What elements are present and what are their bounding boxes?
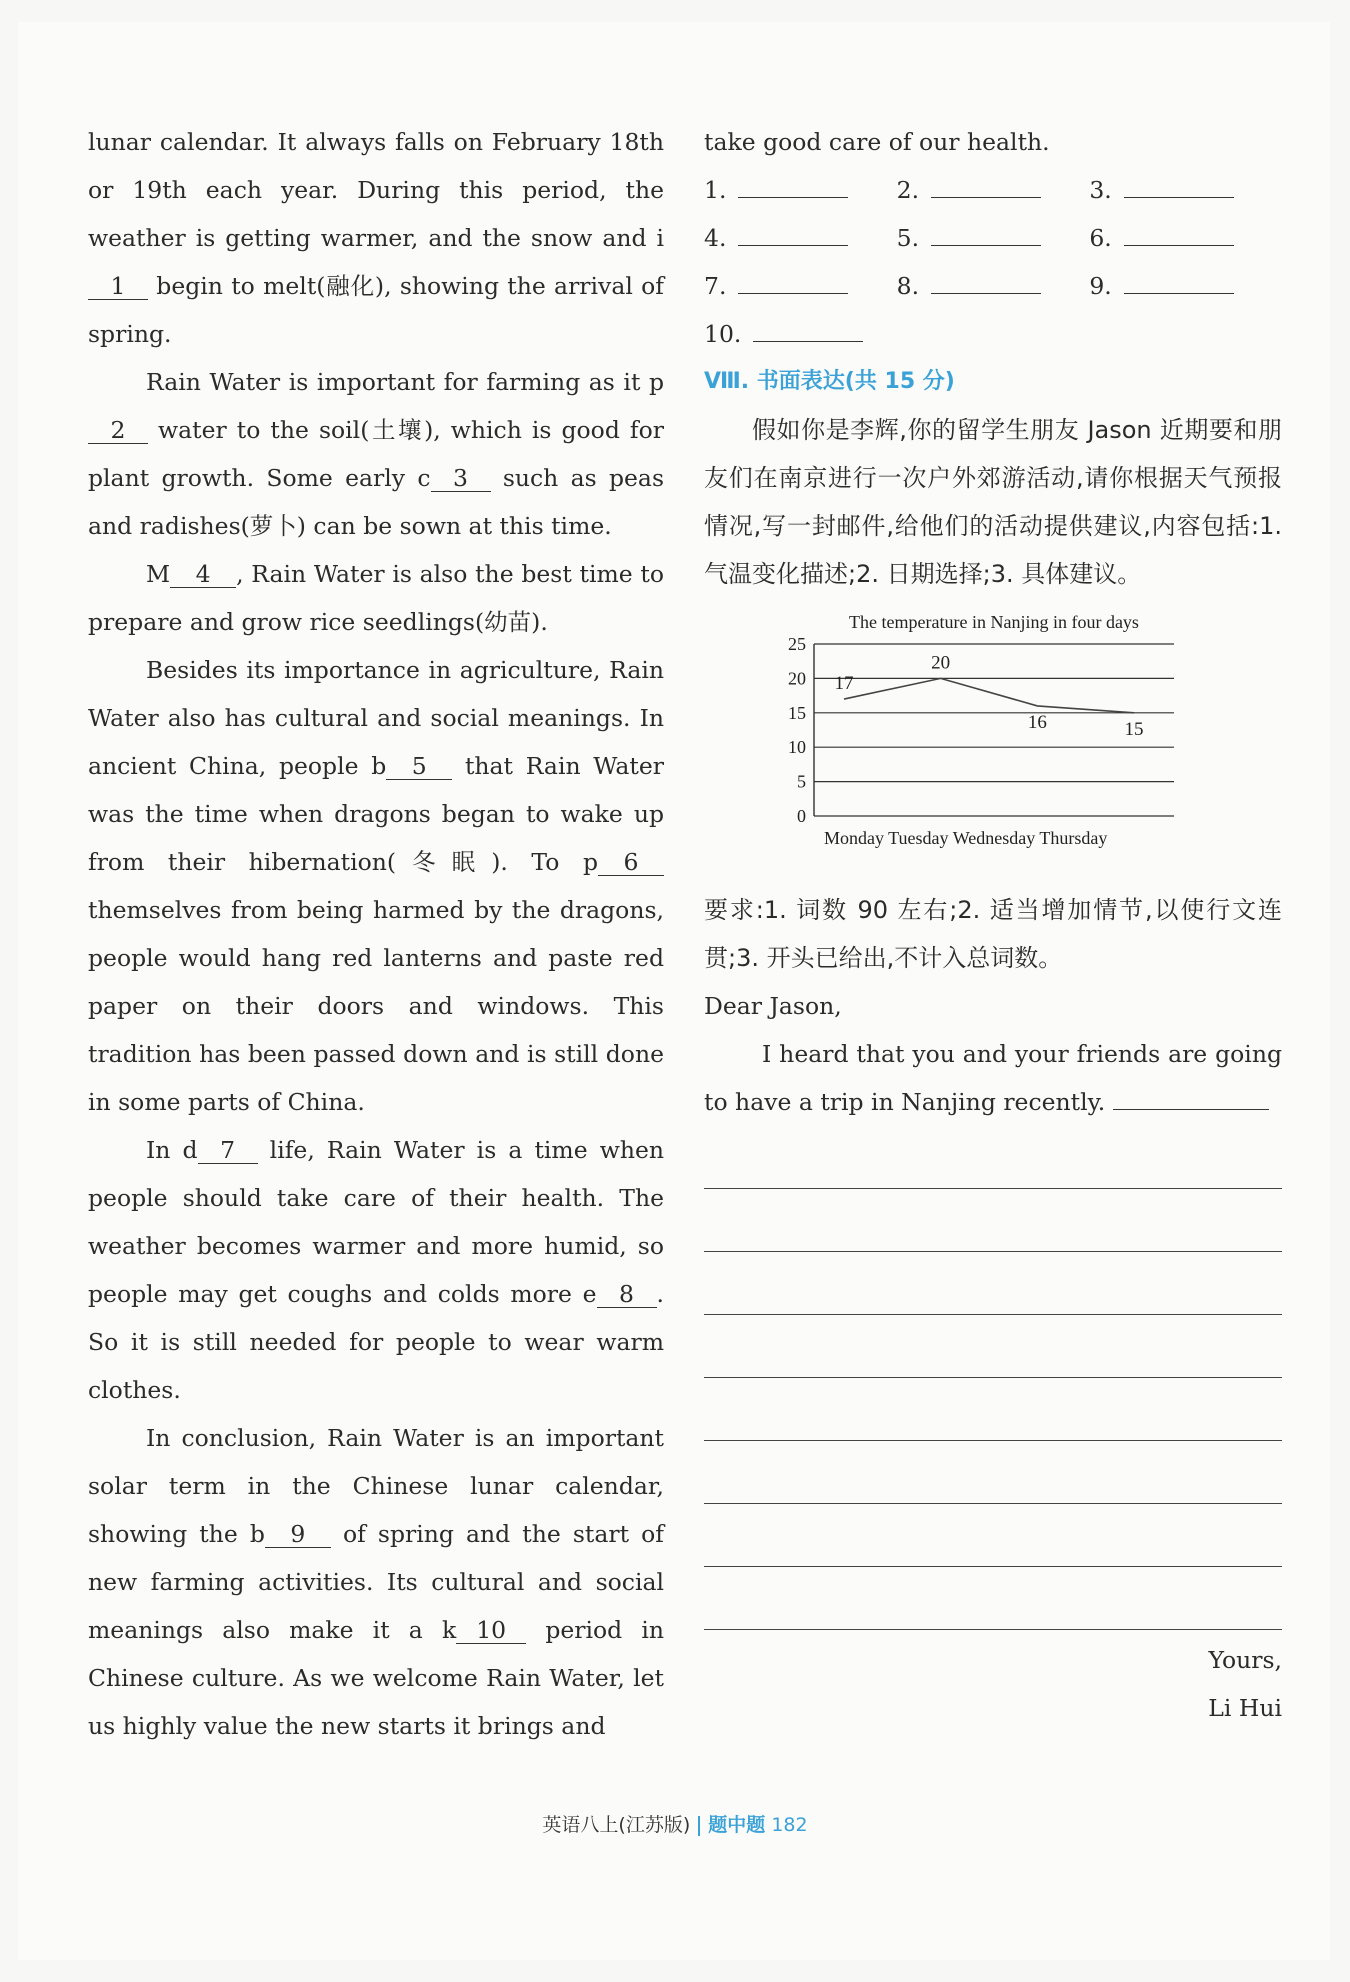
writing-line[interactable] — [704, 1252, 1282, 1315]
blank-6[interactable]: 6 — [598, 849, 664, 876]
passage-paragraph-6: In conclusion, Rain Water is an important solar term in the Chinese lunar calendar, showing the b 9 of spring and the start of new farming activities. Its cultural and social meanings also make it a k 10 period in Chinese culture. As we welcome Rain Water, let us highly value the new starts it brings and — [88, 1424, 665, 1740]
answer-line[interactable] — [738, 175, 848, 198]
passage-paragraph-1: lunar calendar. It always falls on February 18th or 19th each year. During this period, the weather is getting warmer, and the snow and i1 begin to melt(融化), showing the arrival of spring. — [88, 128, 664, 348]
blank-5[interactable]: 5 — [386, 753, 452, 780]
book-title: 英语八上(江苏版) — [542, 1814, 691, 1836]
temperature-chart — [704, 606, 1204, 886]
answer-grid — [704, 166, 1282, 358]
series-line — [844, 678, 1134, 712]
answer-line[interactable] — [931, 175, 1041, 198]
blank-7[interactable]: 7 — [198, 1137, 258, 1164]
passage-paragraph-3: M 4 , Rain Water is also the best time to prepare and grow rice seedlings(幼苗). — [88, 560, 664, 636]
blank-4[interactable]: 4 — [170, 561, 236, 588]
answer-item: 6. — [1089, 214, 1282, 262]
y-tick-label: 5 — [797, 771, 806, 792]
data-label: 17 — [834, 673, 854, 695]
writing-line[interactable] — [704, 1126, 1282, 1189]
passage-paragraph-4: Besides its importance in agriculture, Rain Water also has cultural and social meanings. In ancient China, people b 5 that Rain Water was the time when dragons began to wake up from their hibernation(冬眠). To p 6 themselves from being harmed by the dragons, people would hang red lanterns and paste red paper on their doors and windows. This tradition has been passed down and is still done in some parts of China. — [88, 656, 664, 1116]
letter-signature: Li Hui — [1208, 1694, 1282, 1722]
data-label: 15 — [1124, 718, 1144, 740]
answer-item: 7. — [704, 262, 897, 310]
section-title: Ⅷ. 书面表达(共 15 分) — [704, 369, 955, 394]
answer-item: 1. — [704, 166, 897, 214]
letter-closing: Yours, — [1208, 1646, 1282, 1674]
writing-prompt: 假如你是李辉,你的留学生朋友 Jason 近期要和朋友们在南京进行一次户外郊游活动,请你根据天气预报情况,写一封邮件,给他们的活动提供建议,内容包括:1. 气温变化描述;2. 日期选择;3. 具体建议。 — [704, 416, 1282, 588]
letter-greeting: Dear Jason, — [704, 992, 842, 1020]
writing-requirements: 要求:1. 词数 90 左右;2. 适当增加情节,以使行文连贯;3. 开头已给出,不计入总词数。 — [704, 896, 1282, 972]
page-number: 182 — [771, 1814, 808, 1836]
writing-line[interactable] — [704, 1441, 1282, 1504]
answer-line[interactable] — [1124, 223, 1234, 246]
answer-line[interactable] — [753, 319, 863, 342]
reading-passage — [88, 118, 664, 1750]
writing-line[interactable] — [704, 1315, 1282, 1378]
blank-3[interactable]: 3 — [431, 465, 491, 492]
blank-2[interactable]: 2 — [88, 417, 148, 444]
y-tick-label: 25 — [788, 634, 806, 654]
answer-line[interactable] — [1124, 175, 1234, 198]
x-axis-labels: Monday Tuesday Wednesday Thursday — [824, 828, 1108, 848]
writing-line-start[interactable] — [1113, 1109, 1269, 1110]
answer-item: 9. — [1089, 262, 1282, 310]
page-footer — [0, 1810, 1350, 1837]
y-tick-label: 0 — [797, 806, 806, 826]
y-tick-label: 10 — [788, 737, 806, 758]
writing-line[interactable] — [704, 1378, 1282, 1441]
answer-line[interactable] — [738, 271, 848, 294]
data-label: 16 — [1027, 711, 1047, 733]
right-column — [704, 118, 1282, 1732]
writing-line[interactable] — [704, 1504, 1282, 1567]
answer-item: 3. — [1089, 166, 1282, 214]
blank-1[interactable]: 1 — [88, 273, 148, 300]
blank-9[interactable]: 9 — [265, 1521, 331, 1548]
answer-item: 4. — [704, 214, 897, 262]
answer-item: 8. — [897, 262, 1090, 310]
passage-paragraph-2: Rain Water is important for farming as it p2 water to the soil(土壤), which is good for plant growth. Some early c 3 such as peas and radishes(萝卜) can be sown at this time. — [88, 368, 665, 540]
data-label: 20 — [931, 652, 951, 674]
y-tick-label: 15 — [788, 702, 806, 723]
brand-name: 题中题 — [708, 1814, 766, 1836]
answer-line[interactable] — [1124, 271, 1234, 294]
blank-8[interactable]: 8 — [597, 1281, 657, 1308]
answer-line[interactable] — [931, 223, 1041, 246]
passage-paragraph-5: In d 7 life, Rain Water is a time when people should take care of their health. The weather becomes warmer and more humid, so people may get coughs and colds more e 8 . So it is still needed for people to wear warm clothes. — [88, 1136, 665, 1404]
answer-line[interactable] — [738, 223, 848, 246]
chart-title: The temperature in Nanjing in four days — [849, 612, 1139, 632]
passage-continued: take good care of our health. — [704, 128, 1050, 156]
y-tick-label: 20 — [788, 668, 806, 689]
answer-item: 5. — [897, 214, 1090, 262]
blank-10[interactable]: 10 — [456, 1617, 526, 1644]
answer-line[interactable] — [931, 271, 1041, 294]
answer-item: 2. — [897, 166, 1090, 214]
writing-line[interactable] — [704, 1567, 1282, 1630]
chart-svg — [704, 606, 1204, 886]
footer-divider — [698, 1816, 700, 1836]
letter-opening: I heard that you and your friends are going to have a trip in Nanjing recently. — [704, 1040, 1282, 1116]
answer-item: 10. — [704, 310, 904, 358]
writing-line[interactable] — [704, 1189, 1282, 1252]
